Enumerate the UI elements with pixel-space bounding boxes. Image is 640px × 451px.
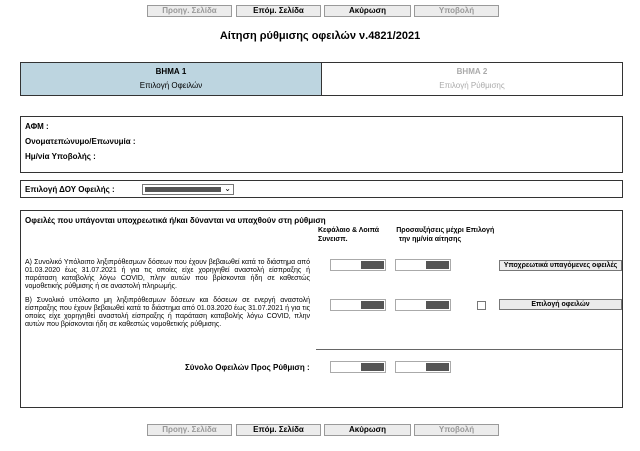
debts-title: Οφειλές που υπάγονται υποχρεωτικά ή/και δύνανται να υπαχθούν στη ρύθμιση [25,216,326,225]
cancel-button-bottom[interactable]: Ακύρωση [324,424,411,436]
step-2-number: ΒΗΜΑ 2 [456,67,488,76]
doy-section [20,180,623,198]
row-b-select-checkbox[interactable] [477,301,486,310]
total-surcharges-field[interactable] [395,361,451,373]
col-surcharges-header: Προσαυξήσεις μέχρι την ημ/νία αίτησης [396,227,464,243]
debts-section [20,210,623,408]
prev-page-button-bottom[interactable]: Προηγ. Σελίδα [147,424,232,436]
afm-label: ΑΦΜ : [25,122,49,131]
step-2-label: Επιλογή Ρύθμισης [439,81,505,90]
col-select-header: Επιλογή [466,227,495,234]
select-debts-button[interactable]: Επιλογή οφειλών [499,299,622,310]
doy-select[interactable] [142,184,234,195]
step-1-number: ΒΗΜΑ 1 [155,67,187,76]
row-a-description: Α) Συνολικό Υπόλοιπο ληξιπρόθεσμων δόσεων που έχουν βεβαιωθεί κατά το διάστημα από 01.03.2020 έως 31.07.2021 ή για τις οποίες είχε χορηγηθεί αναστολή είσπραξης ή παράταση καταβολής λόγω COVID, πλην αυτών που βρίσκονται ήδη σε καθεστώς νομοθετικής ρύθμισης ή σε αναστολή πληρωμής. [25,259,310,290]
total-divider [316,349,622,350]
row-b-description: Β) Συνολικό υπόλοιπο μη ληξιπρόθεσμων δόσεων και δόσεων σε ενεργή αναστολή είσπραξης που έχουν βεβαιωθεί κατά το διάστημα από 01.03.2020 έως 31.07.2021 ή για τις οποίες είχε χορηγηθεί αναστολή είσπραξης ή παράταση καταβολής λόγω COVID, πλην αυτών που βρίσκονται ήδη σε καθεστώς νομοθετικής ρύθμισης. [25,297,310,328]
doy-label: Επιλογή ΔΟΥ Οφειλής : [25,185,115,194]
row-a-surcharges-field[interactable] [395,259,451,271]
mandatory-debts-button[interactable]: Υποχρεωτικά υπαγόμενες οφειλές [499,260,622,271]
submit-button[interactable]: Υποβολή [414,5,499,17]
page-title: Αίτηση ρύθμισης οφειλών ν.4821/2021 [219,30,421,42]
col-capital-header: Κεφάλαιο & Λοιπά Συνεισπ. [318,227,380,243]
row-a-capital-field[interactable] [330,259,386,271]
row-b-capital-field[interactable] [330,299,386,311]
total-capital-field[interactable] [330,361,386,373]
submit-button-bottom[interactable]: Υποβολή [414,424,499,436]
submission-date-label: Ημ/νία Υποβολής : [25,152,96,161]
taxpayer-info [20,116,623,173]
step-2 [322,63,622,95]
next-page-button-bottom[interactable]: Επόμ. Σελίδα [236,424,321,436]
step-1-label: Επιλογή Οφειλών [139,81,203,90]
prev-page-button[interactable]: Προηγ. Σελίδα [147,5,232,17]
name-label: Ονοματεπώνυμο/Επωνυμία : [25,137,136,146]
total-label: Σύνολο Οφειλών Προς Ρύθμιση : [185,363,310,372]
row-b-surcharges-field[interactable] [395,299,451,311]
cancel-button[interactable]: Ακύρωση [324,5,411,17]
step-indicator [20,62,623,96]
doy-selected-value [145,187,221,192]
step-1 [21,63,322,95]
chevron-down-icon: ⌄ [224,184,231,193]
top-navigation [0,5,640,17]
bottom-navigation [0,424,640,436]
next-page-button[interactable]: Επόμ. Σελίδα [236,5,321,17]
